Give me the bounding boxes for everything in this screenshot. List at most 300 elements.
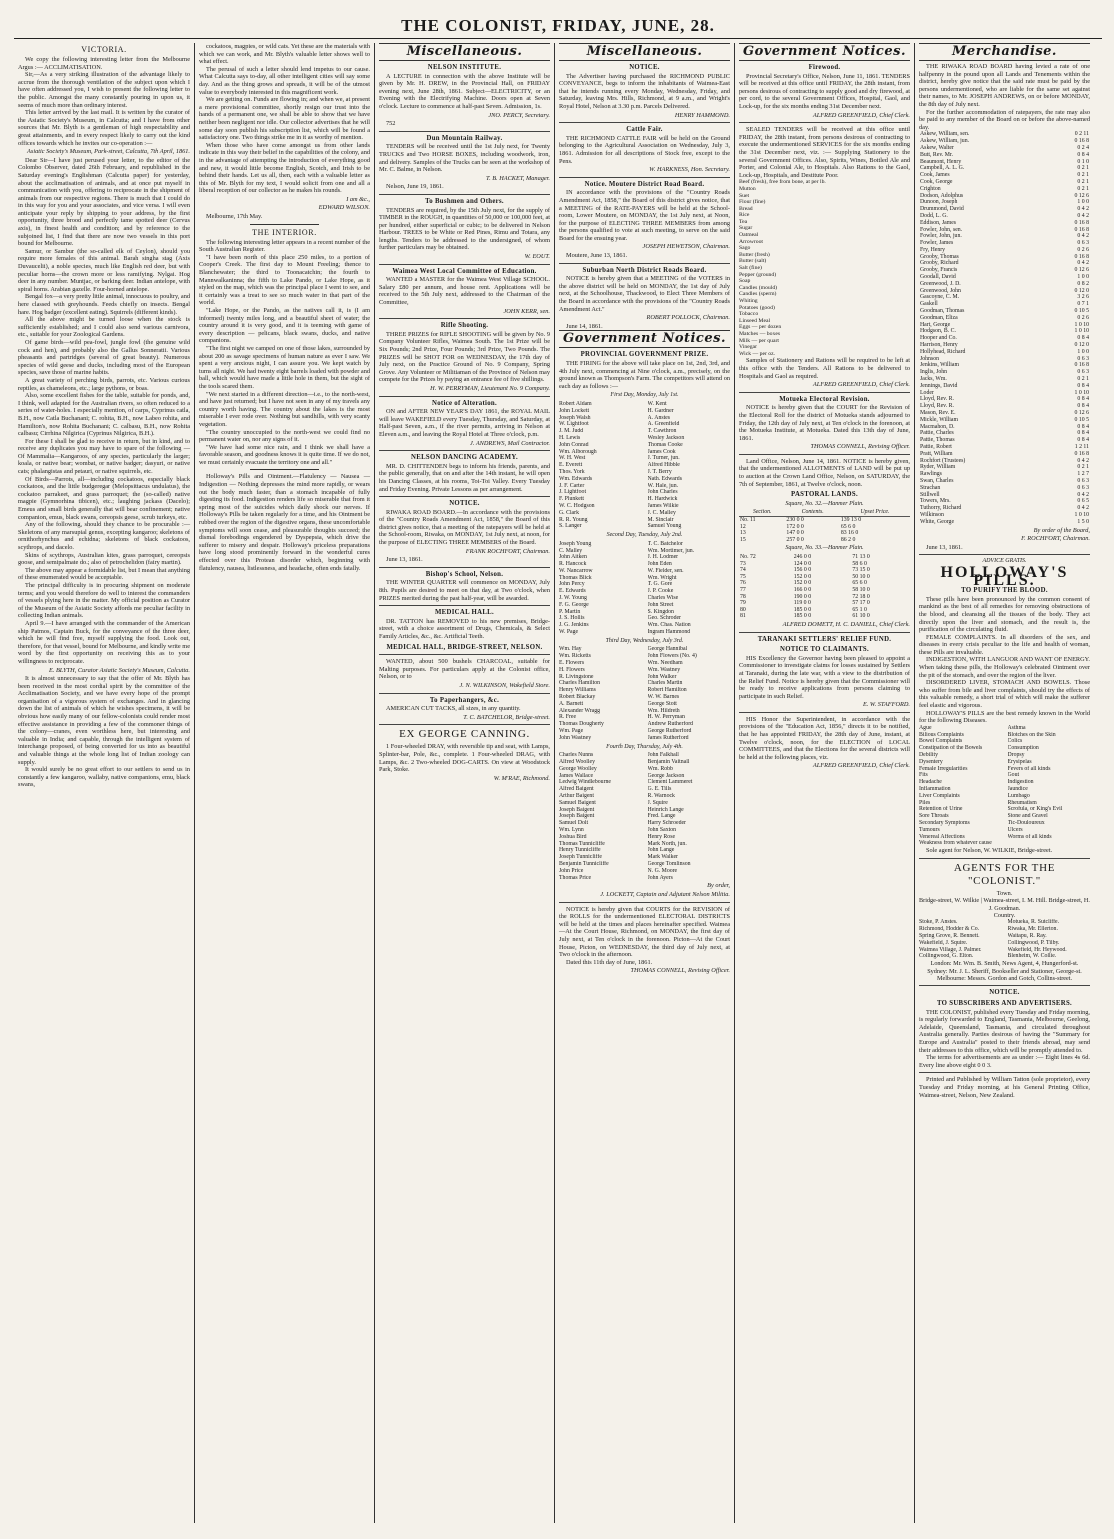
table-row bbox=[739, 554, 910, 561]
table-cell: 0 10 5 bbox=[1074, 308, 1089, 315]
list-item: Alfred Woolley bbox=[559, 759, 595, 765]
table-cell: 1 0 0 bbox=[1077, 199, 1089, 206]
table-cell: 61 10 0 bbox=[852, 613, 870, 620]
list-item: John Flowers (No. 4) bbox=[647, 653, 697, 660]
agents-list bbox=[919, 919, 1090, 960]
agents-london: London: Mr. Wm. B. Smith, News Agent, 4, Hungerford-st. bbox=[930, 960, 1079, 968]
ad-heading: Waimea West Local Committee of Education. bbox=[392, 267, 537, 275]
table-cell: 0 2 11 bbox=[1074, 131, 1089, 138]
article-paragraph: For these I shall be glad to receive in return, but in kind, and to receive any duplicates you may have to spare of the following — Of Mammalia—Kangaroos, of any species, particularly the larger; koala, or native bear; wombat, or native badger; dasyuri, or native cats; phalangistas and petauri, or native squirrels, etc. bbox=[18, 437, 190, 476]
table-row bbox=[739, 524, 910, 531]
table-cell: Loder bbox=[920, 389, 934, 396]
list-item: Thomas Price bbox=[559, 874, 592, 881]
table-cell: Crighton bbox=[920, 185, 941, 192]
article-paragraph: It would surely be no great effort to our settlers to send us in constantly a few kangaroo, wallaby, native companions, emu, black swans, bbox=[18, 766, 190, 789]
list-item: Samuel Dolt bbox=[559, 820, 589, 827]
list-item: Mark Walker bbox=[647, 854, 678, 861]
table-cell: White, George bbox=[920, 518, 955, 525]
table-row bbox=[919, 165, 1090, 172]
table-cell: Hodgson, B. C. bbox=[920, 328, 956, 335]
list-item: Indigestion bbox=[1007, 779, 1034, 786]
list-item: Thomas Cooke bbox=[647, 441, 683, 448]
table-cell: 0 16 8 bbox=[1074, 362, 1089, 369]
divider bbox=[250, 224, 318, 225]
article-paragraph: Of Birds—Parrots, all—including cockatoos, especially black cockatoos, and the little budgeregar (Melopsittacus undulatus), the cockatoo parrakeet, and grass parroquet; the (so-called) native magpie (Gymnorhina tibicen), etc.; laughing jackass (Dacelo); Emeus and small birds generally that will bear confinement; native companion, emus, black swans, cereopsis geese, scrub turkeys, etc. bbox=[18, 475, 190, 521]
holloway-title: HOLLOWAY'S PILLS. bbox=[940, 563, 1069, 589]
table-cell: 257 0 0 bbox=[786, 536, 804, 543]
list-item: Debility bbox=[919, 752, 938, 758]
list-item: Tobacco bbox=[739, 311, 759, 318]
article-paragraph: The above may appear a formidable list, but I mean that anything of these enumerated would be acceptable. bbox=[18, 566, 190, 582]
table-cell: 1 0 10 bbox=[1074, 328, 1089, 335]
list-item: Wm. Wastney bbox=[647, 666, 681, 673]
list-item: John Aitken bbox=[559, 554, 587, 561]
divider bbox=[739, 632, 910, 633]
table-row bbox=[919, 159, 1090, 166]
table-cell: Hooper and Co. bbox=[920, 335, 957, 342]
ad-body: TENDERS will be received until the 1st July next, for Twenty TRUCKS and Two HORSE BOXES, including woodwork, iron, and delivery. Samples of the Trucks can be seen at the workshop of Mr. C. Balme, in Nelson. bbox=[379, 143, 550, 174]
list-item: R. Warnock bbox=[647, 792, 675, 799]
table-cell: 79 bbox=[740, 600, 746, 607]
list-item: Potatoes (good) bbox=[739, 304, 775, 311]
table-header: Section. bbox=[739, 509, 785, 516]
ad-body: RIWAKA ROAD BOARD.—In accordance with the provisions of the "Country Roads Amendment Act, 1858," the Board of this district gives notice, that a meeting of the ratepayers will be held at the School-room, Riwaka, on MONDAY, 1st July next, at noon, for the purpose of ELECTING THREE MEMBERS of the Board. bbox=[379, 508, 550, 547]
divider bbox=[559, 177, 730, 178]
list-item: Fevers of all kinds bbox=[1007, 765, 1051, 772]
list-item: J. W. Young bbox=[559, 595, 587, 602]
table-row bbox=[919, 512, 1090, 519]
table-cell: Askew, William, jun. bbox=[920, 138, 970, 145]
table-cell: No. 72 bbox=[740, 554, 756, 560]
table-cell: Butt, Rev. Mr. bbox=[920, 151, 953, 158]
competitor-list bbox=[559, 541, 730, 636]
table-cell: 73 15 0 bbox=[852, 567, 870, 574]
list-item: N. G. Moore bbox=[647, 867, 678, 874]
list-item: J. G. Jenkins bbox=[559, 622, 589, 629]
table-cell: Fry, Henry bbox=[920, 246, 946, 253]
ad-heading: Rifle Shooting. bbox=[440, 322, 489, 330]
list-item: Samuel Baigent bbox=[559, 799, 596, 806]
table-cell: Dunoon, Joseph bbox=[920, 199, 958, 206]
letter-closing: I am &c., bbox=[346, 195, 370, 203]
table-cell: 0 2 1 bbox=[1077, 376, 1089, 383]
table-row bbox=[919, 424, 1090, 431]
table-cell: 0 2 1 bbox=[1077, 185, 1089, 192]
ad-body: DR. TATTON has REMOVED to his new premises, Bridge-street, with a choice assortment of Drugs, Chemicals, & Select Family Articles, &c., &c. Artificial Teeth. bbox=[379, 617, 550, 640]
table-row bbox=[919, 308, 1090, 315]
list-item: George Hannibal bbox=[647, 646, 688, 653]
list-item: Liver Complaints bbox=[919, 792, 960, 799]
table-heading: PASTORAL LANDS. bbox=[791, 491, 858, 499]
list-item: Dysentery bbox=[919, 758, 943, 765]
table-cell: Eddison, James bbox=[920, 219, 957, 226]
ad-date: Dated this 11th day of June, 1861. bbox=[566, 958, 653, 966]
list-item: W. H. West bbox=[559, 455, 586, 462]
ad-signature: W. EOUT. bbox=[524, 253, 550, 261]
letter-signature: EDWARD WILSON. bbox=[318, 204, 370, 212]
table-row bbox=[919, 220, 1090, 227]
list-item: Wm. Lynn bbox=[559, 826, 584, 833]
ad-body: THE COLONIST, published every Tuesday and Friday morning, is regularly forwarded to England, Tasmania, Melbourne, Geelong, Adelaide, Queensland, Tasmania, and circulated throughout Australia generally. Parties desirous of having the "Summary for Europe and Australia" posted to their friends abroad, may send their addresses to this office, which will be promptly attended to. bbox=[919, 1008, 1090, 1054]
table-cell: 0 2 1 bbox=[1077, 172, 1089, 179]
list-item: Piles bbox=[919, 799, 931, 806]
list-item: Oatmeal bbox=[739, 232, 759, 239]
list-item: H. Lewis bbox=[559, 434, 581, 441]
article-paragraph: April 9.—I have arranged with the commander of the American ship Patmos, Captain Buck, for the conveyance of the three deer, which he will find free, myself supplying the food. Look out, therefore, for that vessel, bound for Melbourne, and kindly write me word by the first opportunity on receiving this as to your willingness to reciprocate. bbox=[18, 619, 190, 665]
article-paragraph: Samur, or Sambur (the so-called elk of Ceylon), should you require more females of this animal. Barah singha stag (Axis Duvaucelii), a noble species, much like English red deer, but with peculiar horns—the crown more or less ramifying. Nylgai. Hog deer in any number. Muntjac, or barking deer. Indian antelope, with spiral horns. Arabian gazelle. Four-horned antelope. bbox=[18, 247, 190, 293]
column-2 bbox=[194, 43, 374, 1523]
table-cell: 78 bbox=[740, 593, 746, 600]
list-item: J. F. Carter bbox=[559, 482, 585, 489]
imprint: Printed and Published by William Tatton (sole proprietor), every Tuesday and Friday morning, at his General Printing Office, Waimea-street, Nelson, New Zealand. bbox=[919, 1076, 1090, 1099]
table-row bbox=[919, 335, 1090, 342]
table-row bbox=[919, 376, 1090, 383]
list-item: Retention of Urine bbox=[919, 806, 963, 813]
ad-signature: HENRY HAMMOND. bbox=[674, 111, 730, 119]
list-item: Fred. Lange bbox=[647, 813, 676, 820]
table-cell: 58 10 0 bbox=[852, 586, 870, 593]
list-item: P. Martin bbox=[559, 608, 581, 615]
list-item: Heinrich Lange bbox=[647, 806, 684, 813]
ad-body: NOTICE is hereby given that the COURT for the Revision of the Electoral Roll for the district of Motueka stands adjourned to Friday, the 12th day of July next, at Ten o'clock in the forenoon, at the Motueka Institute, at Motueka. Dated this 13th day of June, 1861. bbox=[739, 404, 910, 442]
ad-signature: T. B. HACKET, Manager. bbox=[486, 174, 550, 182]
divider bbox=[739, 122, 910, 123]
table-cell: Grooby, Francis bbox=[920, 267, 958, 274]
table-row bbox=[919, 260, 1090, 267]
table-cell: 0 8 4 bbox=[1077, 423, 1089, 430]
table-cell: 0 4 2 bbox=[1077, 206, 1089, 213]
table-cell: 12 bbox=[740, 523, 746, 530]
list-item: W. W. Barnes bbox=[647, 694, 680, 701]
list-item: Lumbago bbox=[1007, 792, 1030, 799]
table-row bbox=[919, 227, 1090, 234]
table-row bbox=[919, 485, 1090, 492]
agents-heading: AGENTS FOR THE "COLONIST." bbox=[953, 861, 1056, 887]
table-cell: Fowler, James bbox=[920, 240, 954, 247]
ad-heading: Dun Mountain Railway. bbox=[426, 134, 503, 142]
ad-body: For the further accommodation of ratepayers, the rate may also be paid to any member of the Board on or before the above-named day. bbox=[919, 108, 1090, 131]
list-item: Rice bbox=[739, 212, 750, 219]
table-cell: 1 5 0 bbox=[1077, 518, 1089, 525]
list-item: Bread bbox=[739, 205, 753, 212]
list-item: W. Kent bbox=[647, 400, 667, 407]
section-heading-government-notices: Government Notices. bbox=[739, 43, 910, 61]
list-item: Motueka, R. Sutcliffe. bbox=[1007, 919, 1060, 926]
ad-signature: THOMAS CONNELL, Revising Officer. bbox=[630, 967, 730, 975]
table-cell: 0 8 4 bbox=[1077, 382, 1089, 389]
table-cell: 0 8 4 bbox=[1077, 335, 1089, 342]
article-paragraph: "We have had some nice rain, and I think we shall have a favorable season, and goodness knows it is quite time. If we do not, we must certainly evacuate the territory one and all." bbox=[199, 443, 370, 466]
list-item: Collingwood, G. Elton. bbox=[919, 953, 974, 960]
list-item: J. Turner, jun. bbox=[647, 455, 680, 462]
ad-body: FEMALE COMPLAINTS. In all disorders of the sex, and diseases in every crisis peculiar to the life and health of woman, these Pills are invaluable. bbox=[919, 633, 1090, 656]
article-paragraph: Dear Sir—I have just perused your letter, to the editor of the Colombo Observer, dated 26th February, and republished in the Saturday evening's Englishman (Calcutta paper) for yesterday, about the acclimatisation of animals, and at once put myself in communication with you, offering to reciprocate in the shipment of animals from our respective regions. There is much that I could do in this way for you and your associates, and vice versa. I will even anticipate your reply by shipping to your address, by the first opportunity, three brood and perfectly tame spotted deer (Cervus axis), in finest health and condition; and by reference to the subjoined list, I find that there are now two vessels in this port bound for Melbourne. bbox=[18, 156, 190, 248]
day-heading: First Day, Monday, July 1st. bbox=[610, 392, 679, 399]
list-item: Sago bbox=[739, 245, 751, 252]
ad-heading: Notice of Alteration. bbox=[432, 399, 497, 407]
list-item: Clement Lammeret bbox=[647, 779, 693, 786]
list-item: Joseph Baigent bbox=[559, 806, 595, 813]
list-item: Charles Martin bbox=[647, 680, 683, 687]
table-cell: Gaskell bbox=[920, 301, 938, 308]
ad-body: IN accordance with the provisions of the "Country Roads Amendment Act, 1858," the Board of this district gives notice, that a MEETING of the RATE-PAYERS will be held at the School-room, Lower Moutere, on MONDAY, the 1st July next, at Noon, for the purpose of ELECTING THREE MEMBERS from among the persons qualified to vote at such meeting, to serve on the said Board for the ensuing year. bbox=[559, 189, 730, 242]
ad-heading: TARANAKI SETTLERS' RELIEF FUND. bbox=[757, 635, 892, 643]
table-cell: 1 0 10 bbox=[1074, 389, 1089, 396]
table-cell: Jacks, Wm. bbox=[920, 376, 947, 383]
table-cell: Dodson, Adolphus bbox=[920, 192, 964, 199]
table-cell: Strachan bbox=[920, 484, 941, 491]
table-row bbox=[739, 613, 910, 620]
column-4 bbox=[554, 43, 734, 1523]
table-row bbox=[919, 193, 1090, 200]
table-row bbox=[919, 498, 1090, 505]
list-item: Scrofula, or King's Evil bbox=[1007, 806, 1063, 813]
list-item: J. C. Malley bbox=[647, 509, 676, 516]
table-row bbox=[919, 301, 1090, 308]
article-paragraph: Bengal fox—a very pretty little animal, innocuous to poultry, and here classed with greyhounds. Feeds chiefly on insects. Bengal hare. Hog badger (excellent eating). Squirrels (different kinds). bbox=[18, 293, 190, 316]
list-item: James Wilkie bbox=[647, 502, 679, 509]
list-item: M. Sinclair bbox=[647, 516, 674, 523]
letter-signature: E. BLYTH, Curator Asiatic Society's Museum, Calcutta. bbox=[48, 666, 190, 674]
table-row bbox=[919, 349, 1090, 356]
table-row bbox=[919, 369, 1090, 376]
table-cell: 0 12 6 bbox=[1074, 192, 1089, 199]
list-item: John Price bbox=[559, 867, 584, 874]
table-row bbox=[919, 172, 1090, 179]
ad-body: The Advertiser having purchased the RICHMOND PUBLIC CONVEYANCE, begs to inform the inhabitants of Waimea-East that he intends running every Monday, Wednesday, Friday, and Saturday, leaving Mrs. Hills, Richmond, at 9 a.m., and Wright's Royal Hotel, Nelson at 3.30 p.m. Parcels Delivered. bbox=[559, 72, 730, 110]
list-item: Secondary Symptoms bbox=[919, 819, 970, 826]
ad-body: These pills have been pronounced by the common consent of mankind as the best of all remedies for removing obstructions of the blood, and cleansing all the tissues of the body. They act directly upon the liver and stomach, and the result is, the purification of the circulating fluid. bbox=[919, 595, 1090, 634]
table-cell: 0 10 5 bbox=[1074, 416, 1089, 423]
divider bbox=[559, 263, 730, 264]
article-paragraph: We copy the following interesting letter from the Melbourne Argus :— ACCLIMATISATION. bbox=[18, 56, 190, 71]
list-item: Joshua Bird bbox=[559, 833, 587, 840]
list-item: Joseph Young bbox=[559, 540, 592, 547]
list-item: Blotches on the Skin bbox=[1007, 731, 1056, 738]
list-item: Stoke, P. Anstes. bbox=[919, 919, 958, 926]
square-heading: Square, No. 32.—Hanmer Plain. bbox=[785, 500, 864, 507]
ad-signature: ROBERT POLLOCK, Chairman. bbox=[646, 314, 730, 322]
list-item: S. Langer bbox=[559, 523, 582, 530]
ad-heading: NOTICE. bbox=[449, 500, 480, 508]
table-cell: 1 0 10 bbox=[1074, 321, 1089, 328]
list-item: Bilious Complaints bbox=[919, 731, 964, 738]
list-item: T. C. Batchelor bbox=[647, 540, 683, 547]
table-cell: Askew, William, sen. bbox=[920, 131, 970, 138]
table-cell: Grooby, Richard bbox=[920, 260, 959, 267]
table-row bbox=[919, 213, 1090, 220]
table-cell: 0 2 1 bbox=[1077, 464, 1089, 471]
list-item: Robert Blackay bbox=[559, 694, 596, 701]
ad-heading: To Bushmen and Others. bbox=[425, 197, 504, 205]
table-cell: Tuthorry, Richard bbox=[920, 505, 962, 512]
section-heading-miscellaneous: Miscellaneous. bbox=[379, 43, 550, 61]
table-cell: 65 6 0 bbox=[852, 580, 867, 587]
article-paragraph: The following interesting letter appears in a recent number of the South Australian Register. bbox=[199, 238, 371, 254]
list-item: R. Hancock bbox=[559, 561, 587, 568]
table-cell: Wilkinson bbox=[920, 511, 944, 518]
list-item: Pepper (ground) bbox=[739, 271, 777, 278]
list-item: Venereal Affections bbox=[919, 833, 965, 840]
list-item: Wm. Ricketts bbox=[559, 653, 591, 660]
ad-body: Sole agent for Nelson, W. WILKIE, Bridge-street. bbox=[926, 847, 1053, 855]
land-table bbox=[739, 509, 910, 543]
list-item: Butter (fresh) bbox=[739, 251, 770, 258]
list-item: Joseph Walsh bbox=[559, 414, 591, 421]
table-cell: Inglis, John bbox=[920, 369, 948, 376]
list-item: A. Barnett bbox=[559, 700, 584, 707]
list-item: Joseph Baigent bbox=[559, 813, 595, 820]
table-cell: 83 16 0 bbox=[840, 530, 859, 537]
ad-body: The terms for advertisements are as under :— Eight lines 4s 6d. Every line above eight 0 0 3. bbox=[919, 1054, 1090, 1069]
table-row bbox=[919, 362, 1090, 369]
table-row bbox=[919, 247, 1090, 254]
table-cell: 0 2 1 bbox=[1077, 178, 1089, 185]
table-cell: Lloyd, Rev. R. bbox=[920, 396, 954, 403]
list-item: J. H. Lodmer bbox=[647, 554, 679, 561]
table-cell: 156 0 0 bbox=[793, 567, 812, 574]
ad-body: Land Office, Nelson, June 14, 1861. NOTICE is hereby given, that the undermentioned ALLOTMENTS of LAND will be put up to auction at the Crown Land Office, Nelson, on SATURDAY, the 7th of September, 1861, at Twelve o'clock, noon. bbox=[739, 457, 910, 488]
table-cell: 86 2 0 bbox=[840, 536, 856, 543]
ad-heading: Notice. Moutere District Road Board. bbox=[584, 180, 705, 188]
table-row bbox=[919, 390, 1090, 397]
list-item: J. Squire bbox=[647, 799, 668, 806]
list-item: C. Malley bbox=[559, 547, 583, 554]
table-cell: Askew, Walter bbox=[920, 144, 954, 151]
divider bbox=[739, 454, 910, 455]
list-item: George Tomlinson bbox=[647, 860, 691, 867]
section-heading-merchandise: Merchandise. bbox=[919, 43, 1090, 61]
article-paragraph: "Lake Hope, or the Pando, as the natives call it, is (I am informed) twenty miles long, and a beautiful sheet of water; the country around it is very good, and it is teeming with game of every description — pelicans, black swans, ducks, and native companions. bbox=[199, 307, 370, 345]
ad-heading: Cattle Fair. bbox=[626, 126, 663, 134]
ad-signature: T. C. BATCHELOR, Bridge-street. bbox=[463, 713, 550, 721]
ad-body: A LECTURE in connection with the above Institute will be given by Mr. H. DREW, in the Provincial Hall, on FRIDAY evening next, June 28th, 1861. Subject—ELECTRICITY, or an Evening with the Electrifying Machine. Doors open at Seven o'clock. Lecture to commence at half-past Seven. Admission, 1s. bbox=[379, 72, 550, 110]
section-heading-government-notices: Government Notices. bbox=[559, 330, 730, 348]
ad-body: NOTICE is hereby given that a MEETING of the VOTERS in the above district will be held on MONDAY, the 1st day of July next, at the Schoolhouse, Thackwood, to Elect Three Members of the Board in accordance with the provisions of the "Country Roads Amendment Act." bbox=[559, 275, 730, 313]
ad-date: June 13, 1861. bbox=[926, 543, 963, 551]
table-row bbox=[919, 315, 1090, 322]
day-heading: Second Day, Tuesday, July 2nd. bbox=[606, 532, 683, 539]
table-row bbox=[919, 396, 1090, 403]
divider bbox=[559, 122, 730, 123]
ad-heading: Motueka Electoral Revision. bbox=[779, 395, 870, 403]
table-row bbox=[919, 267, 1090, 274]
list-item: F. G. George bbox=[559, 601, 589, 608]
article-paragraph: "I have been north of this place 250 miles, to a portion of Cooper's Creek. The first day to Mount Freeling; thence to Blanchewater; the third to Toonacatchin; the fourth to Mannwalkaninna; the fifth to Lake Pando, or Lake Hope, as it styled on the map, which was the principal place I went to see, and it certainly was a treat to see so much water in that part of the world. bbox=[199, 253, 370, 307]
table-cell: 0 12 6 bbox=[1074, 267, 1089, 274]
ad-body: DISORDERED LIVER, STOMACH AND BOWELS. Those who suffer from bile and liver complaints, should try the effects of this valuable remedy, a short trial of which will make the sufferer feel elastic and vigorous. bbox=[919, 679, 1090, 710]
table-row bbox=[739, 530, 910, 537]
table-cell: 0 8 4 bbox=[1077, 430, 1089, 437]
list-item: Wm. Robb bbox=[647, 765, 673, 772]
list-item: Thomas Blick bbox=[559, 574, 592, 581]
list-item: Henry Tunnicliffe bbox=[559, 847, 601, 854]
list-item: Matches — boxes bbox=[739, 330, 781, 337]
list-item: Wm. Alborough bbox=[559, 448, 597, 455]
article-title-interior: THE INTERIOR. bbox=[252, 227, 317, 237]
table-cell: Johnson bbox=[920, 355, 940, 362]
table-cell: 0 8 4 bbox=[1077, 437, 1089, 444]
agents-country-label: Country. bbox=[993, 911, 1016, 919]
table-cell: Greenwood, John bbox=[920, 287, 961, 294]
ad-signature: J. N. WILKINSON, Wakefield Store. bbox=[459, 681, 550, 689]
list-item: Fits bbox=[919, 772, 928, 779]
table-row bbox=[739, 580, 910, 587]
table-cell: 73 bbox=[740, 560, 746, 567]
list-item: Ingram Hammond bbox=[647, 629, 691, 636]
table-cell: 0 6 3 bbox=[1077, 355, 1089, 362]
table-row bbox=[919, 233, 1090, 240]
list-item: Waimea Village, J. Palmer. bbox=[919, 946, 982, 953]
table-cell: 58 6 0 bbox=[852, 560, 867, 567]
table-cell: 1 0 0 bbox=[1077, 348, 1089, 355]
table-cell: 0 12 6 bbox=[1074, 410, 1089, 417]
table-cell: 119 0 0 bbox=[793, 600, 811, 607]
table-cell: 0 4 2 bbox=[1077, 491, 1089, 498]
table-row bbox=[919, 437, 1090, 444]
table-cell: 147 0 0 bbox=[786, 530, 804, 537]
list-item: Jaundice bbox=[1007, 785, 1028, 792]
article-paragraph: The perusal of such a letter should lend impetus to our cause. What Calcutta says to-day, all other intelligent cities will say some day. And as the thing grows and spreads, it will be of the utmost value to everybody interested in this magnificent work. bbox=[199, 65, 370, 96]
table-cell: 0 8 2 bbox=[1077, 280, 1089, 287]
table-row bbox=[919, 417, 1090, 424]
ad-date: Moutere, June 13, 1861. bbox=[566, 252, 628, 260]
table-cell: 0 6 3 bbox=[1077, 240, 1089, 247]
list-item: J. T. Berry bbox=[647, 468, 672, 475]
table-cell: Hart, George bbox=[920, 321, 951, 328]
ad-body: 1 Four-wheeled DRAY, with reversible tip and seat, with Lamps, Splinter-bar, Pole, &c., complete. 1 Four-wheeled DRAG, with Lamps, &c. 2 Two-wheeled DOG-CARTS. On view at Woodstock Park, Stoke. bbox=[379, 743, 550, 774]
list-item: John Falkhall bbox=[647, 752, 679, 759]
table-cell: 80 bbox=[740, 606, 746, 613]
list-item: Charles Hamilton bbox=[559, 680, 601, 687]
table-cell: 246 0 0 bbox=[793, 554, 812, 560]
list-item: Nath. Edwards bbox=[647, 475, 682, 482]
table-row bbox=[919, 240, 1090, 247]
table-cell: 57 17 0 bbox=[852, 600, 870, 607]
table-cell: 185 0 0 bbox=[793, 606, 812, 613]
divider bbox=[379, 693, 550, 694]
list-item: George Woolley bbox=[559, 765, 597, 772]
ad-heading: Firewood. bbox=[808, 64, 841, 71]
list-item: Benjamin Vaitnall bbox=[647, 759, 690, 765]
list-item: Thomas Tunnicliffe bbox=[559, 840, 605, 847]
list-item: Gout bbox=[1007, 772, 1020, 779]
ad-body: THE RICHMOND CATTLE FAIR will be held on the Ground belonging to the Agricultural Association on Wednesday, July 3, 1861. Admission for all descriptions of Stock free, except to the Pens. bbox=[559, 134, 730, 165]
list-item: Wick — per oz. bbox=[739, 350, 776, 357]
divider bbox=[919, 554, 1090, 555]
list-item: A. Anstes bbox=[647, 414, 671, 421]
table-header: Upset Price. bbox=[840, 509, 910, 516]
list-item: F. Plunkett bbox=[559, 496, 584, 503]
list-item: Wm. Chas. Nation bbox=[647, 622, 691, 629]
ad-signature: JOHN KERR, sen. bbox=[503, 307, 550, 315]
day-heading: Third Day, Wednesday, July 3rd. bbox=[605, 637, 684, 644]
agents-melbourne: Melbourne: Messrs. Gordon and Gotch, Collins-street. bbox=[936, 974, 1073, 982]
table-cell: Hollyhead, Richard bbox=[920, 348, 966, 355]
list-item: Candles (mould) bbox=[739, 284, 778, 291]
table-cell: Cook, James bbox=[920, 172, 950, 179]
list-item: Charles Wise bbox=[647, 595, 679, 602]
table-cell: Rochfort (Trustees) bbox=[920, 457, 966, 464]
table-cell: 0 2 6 bbox=[1077, 246, 1089, 253]
table-cell: 0 2 1 bbox=[1077, 165, 1089, 172]
list-item: Rheumatism bbox=[1007, 799, 1037, 806]
article-paragraph: Sir,—As a very striking illustration of the advantage likely to accrue from the thorough ventilation of the subject upon which I have often addressed you, I wish to present the following letter to the public. Amongst the many constantly pouring in upon us, it seems of much more than ordinary interest. bbox=[18, 71, 190, 109]
list-item: John Wastney bbox=[559, 734, 592, 741]
list-item: Charles Nunns bbox=[559, 752, 594, 759]
ad-heading: NOTICE. bbox=[629, 64, 660, 71]
list-item: John Lockett bbox=[559, 407, 590, 414]
